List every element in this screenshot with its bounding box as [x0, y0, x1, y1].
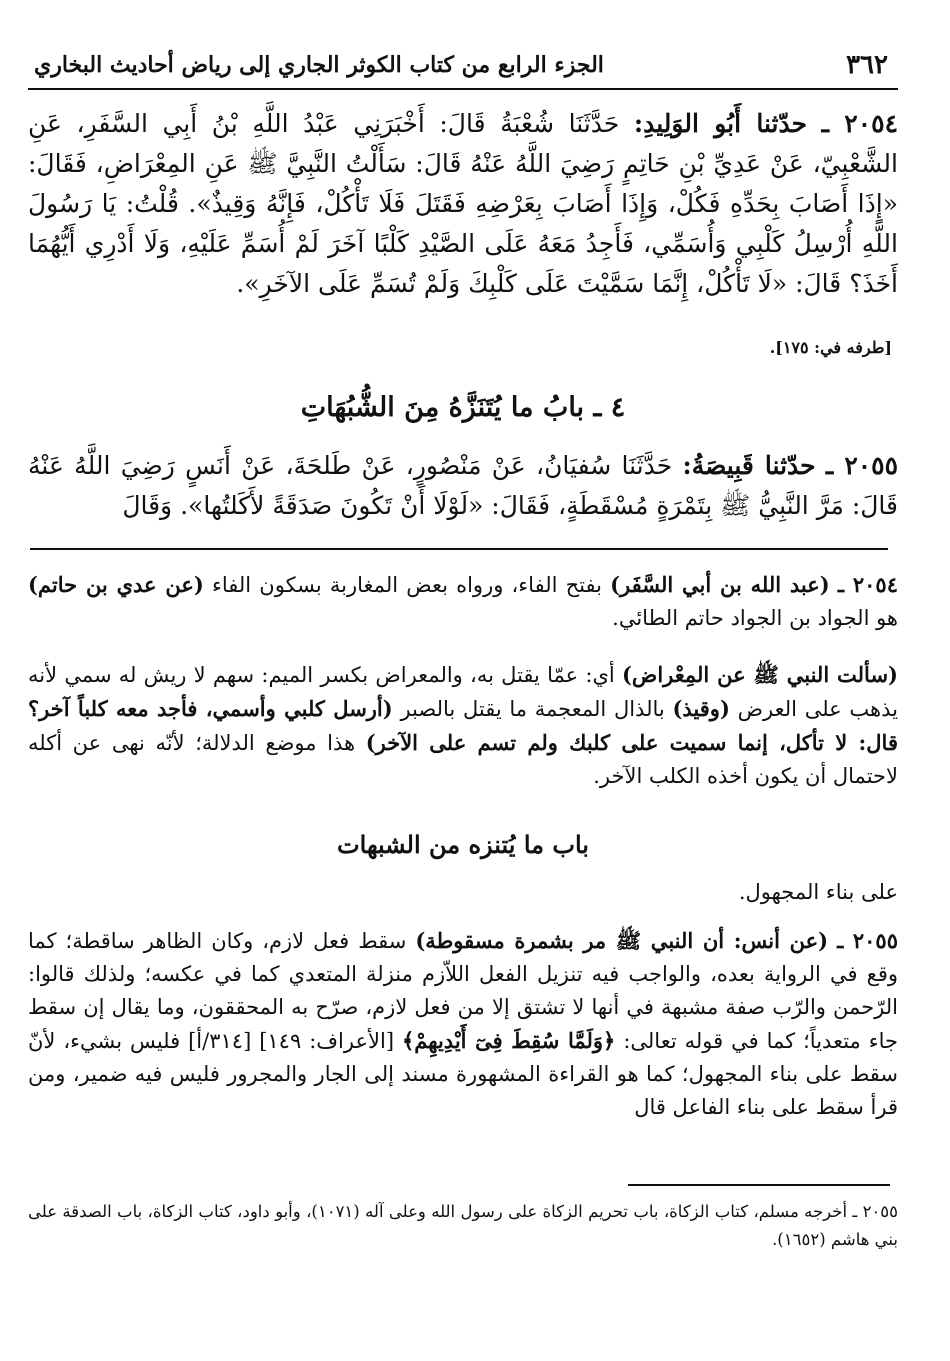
commentary-text: سقط فعل لازم، وكان الظاهر ساقطة؛ كما وقع في الرواية بعده، والواجب فيه تنزيل الفعل اللاّزم منزلة المتعدي كما في عكسه؛ ولذلك قالوا: الرّحمن والرّب صفة مشبهة في أنها لا تشتق إلا من فعل لازم، صرّح به المحققون، وما يقال إن سقط جاء متعدياً؛ كما في قوله تعالى: [28, 929, 898, 1053]
commentary-text: بفتح الفاء، ورواه بعض المغاربة بسكون الفاء [212, 573, 602, 597]
hadith-number: ٢٠٥٤ ـ [821, 109, 899, 138]
quran-verse: ﴿وَلَمَّا سُقِطَ فِىٓ أَيْدِيهِمْ﴾ [401, 1028, 616, 1053]
commentary-text: أي: عمّا يقتل به، والمعراض بكسر الميم: سهم لا ريش له سمي لأنه يذهب على العرض [28, 663, 898, 721]
commentary-lemma: (وقيذ) [672, 696, 730, 721]
commentary-heading: باب ما يُتنزه من الشبهات [337, 830, 589, 859]
commentary-lemma: (عن عدي بن حاتم) [28, 572, 204, 597]
hadith-text: حَدَّثَنَا شُعْبَةُ قَالَ: أَخْبَرَنِي عَبْدُ اللَّهِ بْنُ أَبِي السَّفَرِ، عَنِ الشَّعْبِيّ، عَنْ عَدِيِّ بْنِ حَاتِمٍ رَضِيَ اللَّهُ عَنْهُ قَالَ: سَأَلْتُ النَّبِيَّ ﷺ عَنِ المِعْرَاضِ، فَقَالَ: «إِذَا أَصَابَ بِحَدِّهِ فَكُلْ، وَإِذَا أَصَابَ بِعَرْضِهِ فَقَتَلَ فَلَا تَأْكُلْ، فَإِنَّهُ وَقِيذٌ». قُلْتُ: يَا رَسُولَ اللَّهِ أُرْسِلُ كَلْبِي وَأُسَمِّي، فَأَجِدُ مَعَهُ عَلَى الصَّيْدِ كَلْبًا آخَرَ لَمْ أُسَمِّ عَلَيْهِ، وَلَا أَدْرِي أَيُّهُمَا أَخَذَ؟ قَالَ: «لَا تَأْكُلْ، إِنَّمَا سَمَّيْتَ عَلَى كَلْبِكَ وَلَمْ تُسَمِّ عَلَى الآخَرِ». [28, 109, 898, 298]
commentary-text: [الأعراف: ١٤٩] [٣١٤/أ] فليس بشيء، لأنّ سقط على بناء المجهول؛ كما هو القراءة المشهورة مسند إلى الجار والمجرور فليس فيه ضمير، ومن قرأ سقط على بناء الفاعل قال [28, 1029, 898, 1119]
commentary-paragraph-2 [28, 658, 898, 793]
commentary-number: ٢٠٥٤ ـ [837, 572, 898, 597]
hadith-isnad-lead: حدّثنا قَبِيصَةُ: [682, 451, 816, 480]
hadith-2055 [28, 446, 898, 526]
commentary-text: هذا موضع الدلالة؛ لأنّه نهى عن أكله لاحتمال أن يكون أخذه الكلب الآخر. [28, 731, 898, 788]
cross-reference: [طرفه في: ١٧٥]. [769, 338, 892, 357]
commentary-number: ٢٠٥٥ ـ [837, 928, 898, 953]
commentary-text: على بناء المجهول. [738, 880, 898, 904]
chapter-heading: ٤ ـ بابُ ما يُتَنَزَّهُ مِنَ الشُّبُهَاتِ [300, 392, 626, 423]
footnote-divider [628, 1184, 890, 1186]
text-divider [30, 548, 888, 550]
commentary-lemma: (عبد الله بن أبي السَّفَر) [610, 572, 830, 597]
hadith-text: حَدَّثَنَا سُفيَانُ، عَنْ مَنْصُورٍ، عَنْ طَلحَةَ، عَنْ أَنَسٍ رَضِيَ اللَّهُ عَنْهُ قَالَ: مَرَّ النَّبِيُّ ﷺ بِتَمْرَةٍ مُسْقَطَةٍ، فَقَالَ: «لَوْلَا أَنْ تَكُونَ صَدَقَةً لأَكَلتُها». وَقَالَ [28, 451, 898, 520]
page-number: ٣٦٢ [846, 50, 888, 80]
commentary-lemma: (عن أنس: أن النبي ﷺ مر بشمرة مسقوطة) [415, 928, 829, 953]
commentary-lemma: (سألت النبي ﷺ عن المِعْراض) [622, 662, 898, 687]
commentary-paragraph-1 [28, 568, 898, 635]
page-header [28, 42, 898, 90]
hadith-number: ٢٠٥٥ ـ [825, 451, 899, 480]
commentary-paragraph-3 [28, 876, 898, 909]
hadith-isnad-lead: حدّثنا أَبُو الوَلِيدِ: [633, 109, 808, 138]
commentary-paragraph-4 [28, 924, 898, 1124]
commentary-lemma: (أرسل كلبي وأسمي، فأجد معه كلباً آخر؟ قال: لا تأكل، إنما سميت على كلبك ولم تسم على الآخر) [28, 696, 898, 755]
commentary-text: هو الجواد بن الجواد حاتم الطائي. [612, 606, 898, 630]
footnote-text: ٢٠٥٥ ـ أخرجه مسلم، كتاب الزكاة، باب تحريم الزكاة على رسول الله وعلى آله (١٠٧١)، وأبو داود، كتاب الزكاة، باب الصدقة على بني هاشم (١٦٥٢). [28, 1202, 899, 1249]
commentary-text: بالذال المعجمة ما يقتل بالصبر [400, 697, 665, 721]
footnote [28, 1198, 898, 1254]
hadith-2054 [28, 104, 898, 304]
running-title: الجزء الرابع من كتاب الكوثر الجاري إلى رياض أحاديث البخاري [34, 52, 604, 78]
